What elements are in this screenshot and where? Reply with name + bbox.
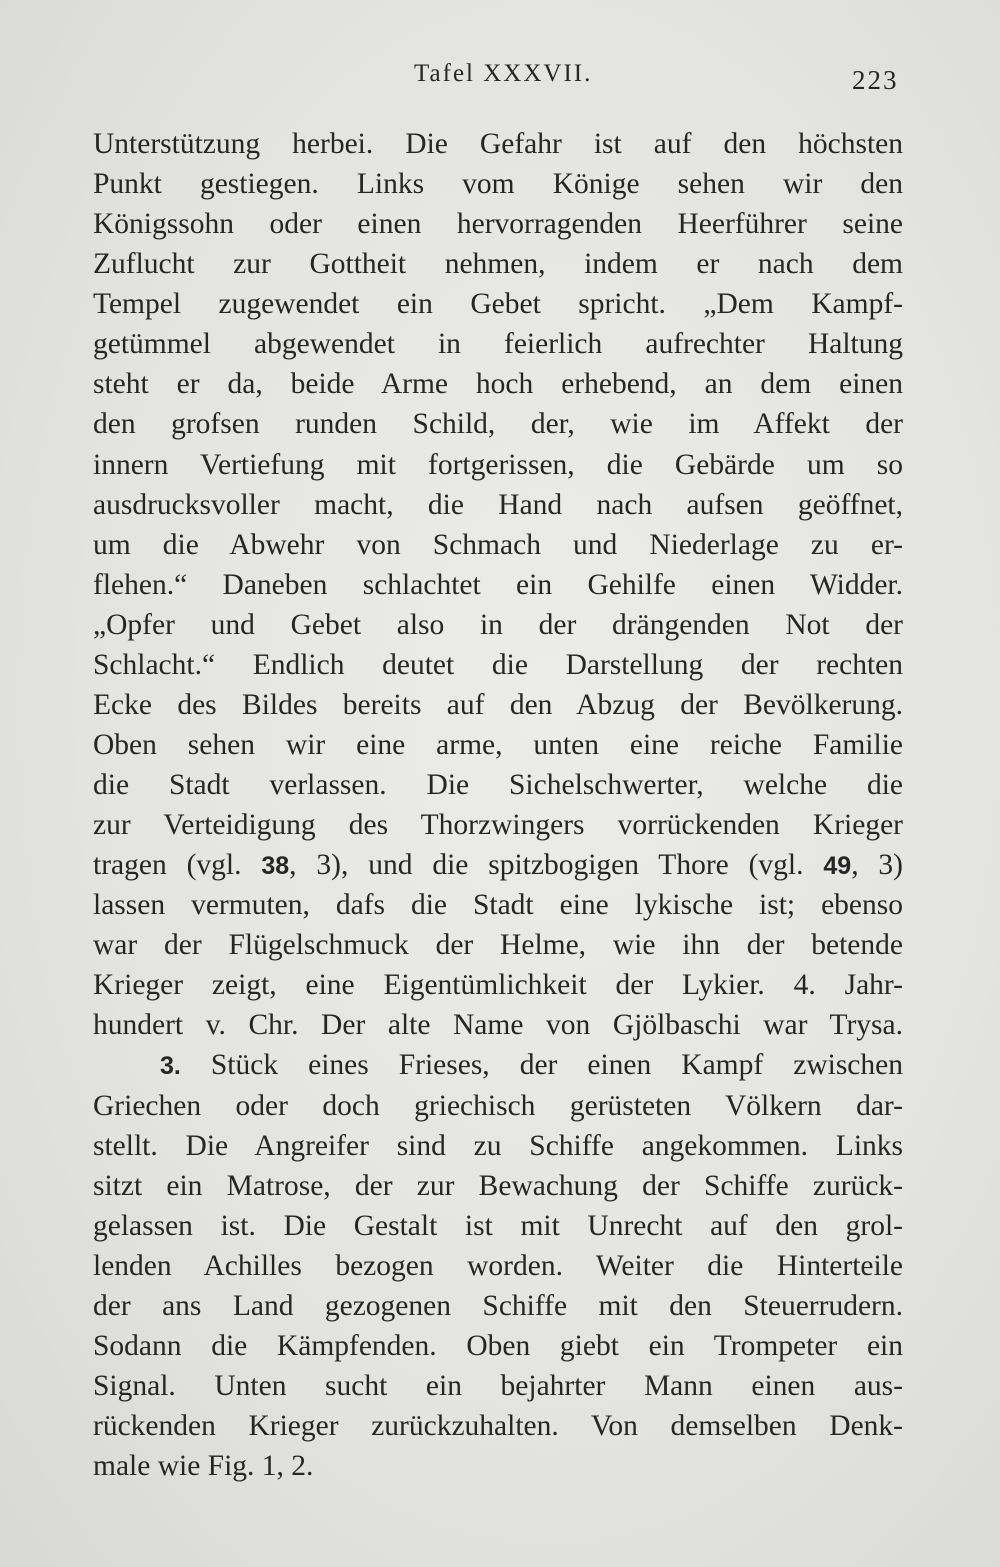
text-line: lenden Achilles bezogen worden. Weiter die Hinterteile [93, 1249, 903, 1282]
text-line: gelassen ist. Die Gestalt ist mit Unrecht auf den grol- [93, 1209, 903, 1242]
text-line: Schlacht.“ Endlich deutet die Darstellung der rechten [93, 648, 903, 681]
text-line: um die Abwehr von Schmach und Niederlage zu er- [93, 528, 903, 561]
page-number: 223 [852, 65, 899, 95]
text-line: male wie Fig. 1, 2. [93, 1450, 314, 1483]
text-line: lassen vermuten, dafs die Stadt eine lykische ist; ebenso [93, 889, 903, 922]
text-line: zur Verteidigung des Thorzwingers vorrückenden Krieger [93, 809, 903, 842]
text-line: sitzt ein Matrose, der zur Bewachung der Schiffe zurück- [93, 1169, 903, 1202]
text-line: war der Flügelschmuck der Helme, wie ihn der betende [93, 929, 903, 962]
header-title: Tafel XXXVII. [414, 60, 593, 87]
text-line: Krieger zeigt, eine Eigentümlichkeit der Lykier. 4. Jahr- [93, 969, 903, 1002]
text-line: Königssohn oder einen hervorragenden Heerführer seine [93, 208, 903, 241]
running-head [0, 56, 1000, 95]
text-line: Ecke des Bildes bereits auf den Abzug der Bevölkerung. [93, 688, 903, 721]
text-line: den grofsen runden Schild, der, wie im Affekt der [93, 408, 903, 441]
text-line: Zuflucht zur Gottheit nehmen, indem er nach dem [93, 248, 903, 281]
text-line: Signal. Unten sucht ein bejahrter Mann einen aus- [93, 1369, 903, 1402]
text-line: „Opfer und Gebet also in der drängenden Not der [93, 608, 903, 641]
plate-reference: 38 [261, 852, 290, 881]
text-line: rückenden Krieger zurückzuhalten. Von demselben Denk- [93, 1410, 903, 1442]
body-text [93, 124, 903, 1486]
text-line: getümmel abgewendet in feierlich aufrechter Haltung [93, 328, 903, 361]
text-line: innern Vertiefung mit fortgerissen, die Gebärde um so [93, 448, 903, 481]
text-line: Tempel zugewendet ein Gebet spricht. „Dem Kampf- [93, 288, 903, 321]
text-line: hundert v. Chr. Der alte Name von Gjölbaschi war Trysa. [93, 1009, 903, 1042]
text-line: stellt. Die Angreifer sind zu Schiffe angekommen. Links [93, 1129, 903, 1162]
line-segment: , 3), und die spitzbogigen Thore (vgl. [289, 849, 824, 882]
text-line: Griechen oder doch griechisch gerüsteten Völkern dar- [93, 1089, 903, 1122]
text-line: Oben sehen wir eine arme, unten eine reiche Familie [93, 728, 903, 761]
text-line-with-references [93, 845, 903, 885]
text-line: die Stadt verlassen. Die Sichelschwerter, welche die [93, 769, 903, 801]
line-segment: Stück eines Frieses, der einen Kampf zwischen [180, 1049, 903, 1082]
paragraph-start-line [93, 1045, 903, 1085]
text-line: steht er da, beide Arme hoch erhebend, an dem einen [93, 368, 903, 401]
text-line: Sodann die Kämpfenden. Oben giebt ein Trompeter ein [93, 1329, 903, 1362]
text-line: Unterstützung herbei. Die Gefahr ist auf den höchsten [93, 128, 903, 160]
text-line: Punkt gestiegen. Links vom Könige sehen wir den [93, 168, 903, 201]
plate-reference: 49 [823, 852, 852, 881]
item-number: 3. [160, 1052, 181, 1081]
text-line: ausdrucksvoller macht, die Hand nach aufsen geöffnet, [93, 488, 903, 521]
text-line: flehen.“ Daneben schlachtet ein Gehilfe einen Widder. [93, 568, 903, 601]
text-line: der ans Land gezogenen Schiffe mit den Steuerrudern. [93, 1289, 903, 1322]
line-segment: tragen (vgl. [93, 849, 262, 882]
line-segment: , 3) [851, 849, 904, 882]
